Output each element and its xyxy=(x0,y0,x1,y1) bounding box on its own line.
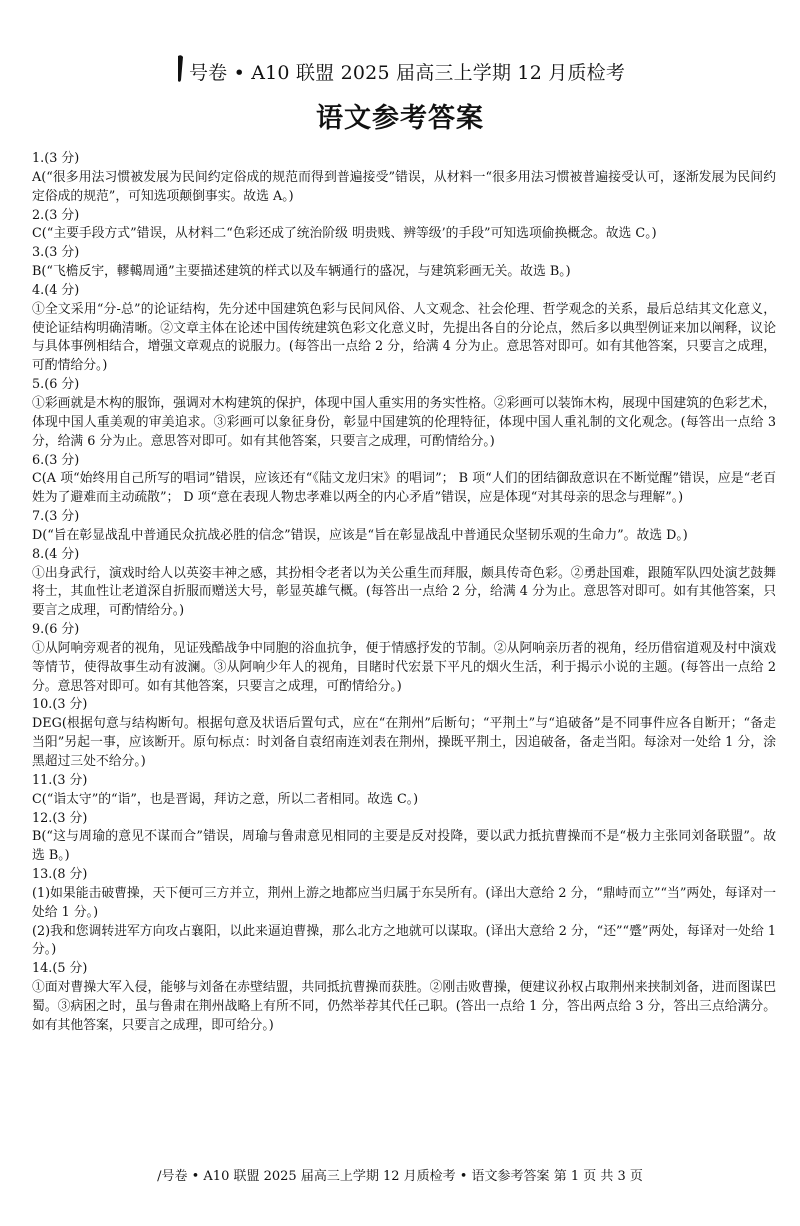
exam-info-text: 号卷 • A10 联盟 2025 届高三上学期 12 月质检考 xyxy=(188,62,626,84)
exam-logo-icon xyxy=(175,54,185,84)
question-number: 2.(3 分) xyxy=(32,207,80,223)
question-number: 5.(6 分) xyxy=(32,377,80,393)
answer-text: B(“这与周瑜的意见不谋而合”错误，周瑜与鲁肃意见相同的主要是反对投降，要以武力抵抗曹操而不是“极力主张同刘备联盟”。故选 B。) xyxy=(32,829,776,864)
answer-text: B(“飞檐反宇，轇轕周通”主要描述建筑的样式以及车辆通行的盛况，与建筑彩画无关。故选 B。) xyxy=(32,264,571,280)
question-number: 8.(4 分) xyxy=(32,546,80,562)
answer-item xyxy=(32,866,776,960)
answer-text: C(“诣太守”的“诣”，也是晋谒，拜访之意，所以二者相同。故选 C。) xyxy=(32,791,419,807)
question-number: 12.(3 分) xyxy=(32,810,88,826)
question-number: 9.(6 分) xyxy=(32,622,80,638)
question-number: 10.(3 分) xyxy=(32,697,88,713)
answer-text: ①出身武行，演戏时给人以英姿丰神之感，其扮相令老者以为关公重生而拜服，颇具传奇色彩。②勇赴国难，跟随军队四处演艺鼓舞将士，其血性让老道深自折服而赠送大号，彰显英雄气概。(每答出一点给 2 分，给满 4 分为止。意思答对即可。如有其他答案，只要言之成理，可酌情给分。) xyxy=(32,565,776,619)
answer-text: (1)如果能击破曹操，天下便可三方并立，荆州上游之地都应当归属于东吴所有。(译出大意给 2 分，“鼎峙而立”“当”两处，每译对一处给 1 分。) xyxy=(32,885,776,920)
answer-item xyxy=(32,772,776,810)
answer-item xyxy=(32,282,776,376)
answer-text: A(“很多用法习惯被发展为民间约定俗成的规范而得到普遍接受”错误，从材料一“很多用法习惯被普遍接受认可，逐渐发展为民间约定俗成的规范”，可知选项颠倒事实。故选 A。) xyxy=(32,169,776,204)
question-number: 7.(3 分) xyxy=(32,509,80,525)
answer-item xyxy=(32,508,776,546)
page-footer: /号卷 • A10 联盟 2025 届高三上学期 12 月质检考 • 语文参考答案 第 1 页 共 3 页 xyxy=(157,1169,643,1184)
answer-text: C(“主要手段方式”错误，从材料二“色彩还成了统治阶级 明贵贱、辨等级’的手段”可知选项偷换概念。故选 C。) xyxy=(32,226,657,242)
answer-text: C(A 项“始终用自己所写的唱词”错误，应该还有“《陆文龙归宋》的唱词”； B 项“人们的团结御敌意识在不断觉醒”错误，应是“老百姓为了避难而主动疏散”； D 项“意在表现人物忠孝难以两全的内心矛盾”错误，应是体现“对其母亲的思念与理解”。) xyxy=(32,471,776,506)
answer-item xyxy=(32,150,776,207)
answer-item xyxy=(32,696,776,771)
answer-text: ①全文采用“分-总”的论证结构，先分述中国建筑色彩与民间风俗、人文观念、社会伦理、哲学观念的关系，最后总结其文化意义，使论证结构明确清晰。②文章主体在论述中国传统建筑色彩文化意义时，先提出各自的分论点，然后多以典型例证来加以阐释，议论与具体事例相结合，增强文章观点的说服力。(每答出一点给 2 分，给满 4 分为止。意思答对即可。如有其他答案，只要言之成理，可酌情给分。) xyxy=(32,301,776,374)
answer-text: ①从阿响旁观者的视角，见证残酷战争中同胞的浴血抗争，便于情感抒发的节制。②从阿响亲历者的视角，经历借宿道观及村中演戏等情节，使得故事生动有波澜。③从阿响少年人的视角，目睹时代宏景下平凡的烟火生活，利于揭示小说的主题。(每答出一点给 2 分。意思答对即可。如有其他答案，只要言之成理，可酌情给分。) xyxy=(32,640,776,694)
answer-item xyxy=(32,810,776,867)
question-number: 1.(3 分) xyxy=(32,151,80,166)
document-header xyxy=(0,58,800,136)
answer-text: D(“旨在彰显战乱中普通民众抗战必胜的信念”错误，应该是“旨在彰显战乱中普通民众坚韧乐观的生命力”。故选 D。) xyxy=(32,527,688,543)
question-number: 3.(3 分) xyxy=(32,245,80,261)
answer-item xyxy=(32,376,776,451)
answer-text: ①彩画就是木构的服饰，强调对木构建筑的保护，体现中国人重实用的务实性格。②彩画可以装饰木构，展现中国建筑的色彩艺术，体现中国人重美观的审美追求。③彩画可以象征身份，彰显中国建筑的伦理特征，体现中国人重礼制的文化观念。(每答出一点给 3 分，给满 6 分为止。意思答对即可。如有其他答案，只要言之成理，可酌情给分。) xyxy=(32,395,776,449)
exam-info-line xyxy=(175,58,625,88)
answer-item xyxy=(32,244,776,282)
question-number: 6.(3 分) xyxy=(32,452,80,468)
answer-item xyxy=(32,452,776,509)
answer-text: (2)我和您调转进军方向攻占襄阳，以此来逼迫曹操，那么北方之地就可以谋取。(译出大意给 2 分，“还”“蹙”两处，每译对一处给 1 分。) xyxy=(32,923,776,958)
answer-item xyxy=(32,546,776,621)
answer-text: ①面对曹操大军入侵，能够与刘备在赤壁结盟，共同抵抗曹操而获胜。②刚击败曹操，便建议孙权占取荆州来挟制刘备，进而图谋巴蜀。③病困之时，虽与鲁肃在荆州战略上有所不同，仍然举荐其代任己职。(答出一点给 1 分，答出两点给 3 分，答出三点给满分。如有其他答案，只要言之成理，即可给分。) xyxy=(32,980,776,1033)
answer-list xyxy=(32,150,776,1036)
answer-item xyxy=(32,207,776,245)
question-number: 14.(5 分) xyxy=(32,961,88,977)
answer-text: DEG(根据句意与结构断句。根据句意及状语后置句式，应在“在荆州”后断句；“平荆土”与“追破备”是不同事件应各自断开；“备走当阳”另起一事，应该断开。原句标点：时刘备自袁绍南连刘表在荆州，操既平荆土，因追破备，备走当阳。每涂对一处给 1 分，涂黑超过三处不给分。) xyxy=(32,716,776,769)
page-title: 语文参考答案 xyxy=(316,103,484,134)
question-number: 11.(3 分) xyxy=(32,772,88,788)
question-number: 4.(4 分) xyxy=(32,282,80,298)
question-number: 13.(8 分) xyxy=(32,867,88,883)
answer-item xyxy=(32,960,776,1035)
answer-item xyxy=(32,621,776,696)
